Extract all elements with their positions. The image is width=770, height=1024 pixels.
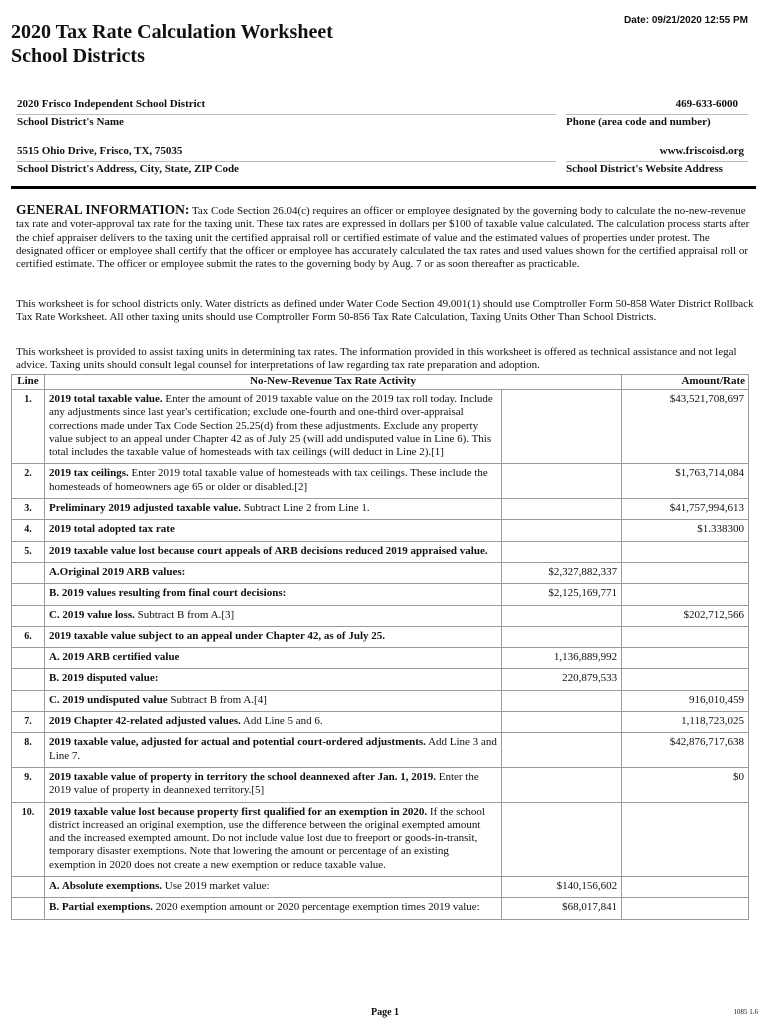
activity-title: C. 2019 value loss. [48, 608, 135, 621]
activity-cell [44, 626, 501, 647]
amount: 1,118,723,025 [622, 712, 749, 733]
activity-title: B. 2019 values resulting from final court decisions: [48, 587, 287, 600]
general-info-text: Tax Code Section 26.04(c) requires an officer or employee designated by the governing body to calculate the no-new-revenue tax rate and voter-approval tax rate for the taxing unit. These tax rates are expressed in dollars per $100 of taxable value calculated. The calculation process starts after the chief appraiser delivers to the taxing unit the certified appraisal roll or certified estimate of value and the estimated values of properties under protest. The designated officer or employee shall certify that the officer or employee has accurately calculated the tax rates and used values shown for the certified appraisal roll or certified estimate. The officer or employee submit the rates to the governing body by Aug. 7 or as soon thereafter as practicable. [16, 205, 750, 271]
disclaimer-paragraph: This worksheet is provided to assist taxing units in determining tax rates. The information provided in this worksheet is offered as technical assistance and not legal advice. Taxing units should consult legal counsel for interpretations of law regarding tax rate preparation and adoption. [16, 346, 737, 372]
table-row [12, 562, 749, 583]
amount: $43,521,708,697 [622, 390, 749, 464]
form-version: 1085 1.6 [733, 1008, 758, 1016]
activity-text: Subtract B from A.[4] [167, 693, 267, 706]
activity-cell [44, 648, 501, 669]
activity-text: Enter 2019 total taxable value of homesteads with tax ceilings. These include the homesteads of homeowners age 65 or older or disabled.[2] [48, 467, 488, 493]
table-row [12, 648, 749, 669]
line-number: 7. [12, 712, 45, 733]
line-number: 9. [12, 767, 45, 802]
sub-amount [502, 802, 622, 876]
sub-amount [502, 464, 622, 499]
activity-cell [44, 802, 501, 876]
line-number: 1. [12, 390, 45, 464]
activity-title: B. 2019 disputed value: [48, 672, 159, 685]
title-line-2: School Districts [11, 45, 145, 67]
table-row [12, 802, 749, 876]
activity-text: Enter the amount of 2019 taxable value on the 2019 tax roll today. Include any adjustments since last year's certification; exclude one-fourth and one-third over-appraisal corrections made under Tax Code Section 25.25(d) from these adjustments. Exclude any property value subject to an appeal under Chapter 42 as of July 25 (will add undisputed value in Line 6). This total includes the taxable value of homesteads with tax ceilings (will deduct in Line 2).[1] [48, 393, 493, 459]
activity-cell [44, 690, 501, 711]
line-number [12, 562, 45, 583]
activity-cell [44, 464, 501, 499]
line-number [12, 898, 45, 919]
activity-cell [44, 767, 501, 802]
table-row [12, 390, 749, 464]
phone-label: Phone (area code and number) [566, 116, 711, 128]
table-row [12, 690, 749, 711]
line-number: 8. [12, 733, 45, 768]
line-number [12, 669, 45, 690]
activity-title: 2019 taxable value lost because court appeals of ARB decisions reduced 2019 appraised value. [48, 544, 488, 557]
sub-amount [502, 499, 622, 520]
table-row [12, 733, 749, 768]
amount: $1.338300 [622, 520, 749, 541]
activity-title: B. Partial exemptions. [48, 901, 153, 914]
sub-amount [502, 520, 622, 541]
amount [622, 626, 749, 647]
table-row [12, 626, 749, 647]
col-header-amount: Amount/Rate [622, 375, 749, 390]
sub-amount [502, 626, 622, 647]
general-info-paragraph [16, 203, 754, 271]
divider [566, 161, 748, 162]
table-row [12, 464, 749, 499]
activity-title: 2019 taxable value subject to an appeal under Chapter 42, as of July 25. [48, 629, 386, 642]
amount: $41,757,994,613 [622, 499, 749, 520]
amount: $202,712,566 [622, 605, 749, 626]
amount: $1,763,714,084 [622, 464, 749, 499]
amount [622, 562, 749, 583]
divider [16, 161, 556, 162]
activity-cell [44, 877, 501, 898]
sub-amount: $2,327,882,337 [502, 562, 622, 583]
table-row [12, 712, 749, 733]
activity-title: 2019 total taxable value. [48, 393, 163, 405]
print-date: Date: 09/21/2020 12:55 PM [624, 15, 748, 26]
divider [566, 114, 748, 115]
line-number: 3. [12, 499, 45, 520]
line-number: 10. [12, 802, 45, 876]
sub-amount: $68,017,841 [502, 898, 622, 919]
district-address-value: 5515 Ohio Drive, Frisco, TX, 75035 [17, 145, 183, 157]
divider [16, 114, 556, 115]
page-number: Page 1 [371, 1007, 400, 1018]
line-number [12, 605, 45, 626]
activity-cell [44, 562, 501, 583]
sub-amount [502, 690, 622, 711]
amount [622, 648, 749, 669]
activity-cell [44, 390, 501, 464]
activity-cell [44, 712, 501, 733]
col-header-line: Line [12, 375, 45, 390]
line-number: 2. [12, 464, 45, 499]
table-row [12, 541, 749, 562]
general-info-heading: GENERAL INFORMATION: [16, 202, 190, 217]
amount: 916,010,459 [622, 690, 749, 711]
activity-text: Add Line 3 and Line 7. [48, 736, 497, 762]
activity-title: A.Original 2019 ARB values: [48, 565, 186, 578]
activity-title: 2019 total adopted tax rate [48, 523, 175, 536]
line-number: 6. [12, 626, 45, 647]
table-row [12, 898, 749, 919]
activity-text: If the school district increased an original exemption, use the difference between the original exempted amount and the increased exempted amount. Do not include value lost due to freeport or goods-in-transit, temporary disaster exemptions. Note that lowering the amount or percentage of an existing exemption in 2020 does not create a new exemption or reduce taxable value. [48, 805, 485, 871]
amount: $42,876,717,638 [622, 733, 749, 768]
activity-cell [44, 499, 501, 520]
sub-amount [502, 541, 622, 562]
activity-text: 2020 exemption amount or 2020 percentage exemption times 2019 value: [152, 901, 480, 914]
amount [622, 802, 749, 876]
activity-title: 2019 taxable value, adjusted for actual and potential court-ordered adjustments. [48, 736, 426, 749]
line-number: 4. [12, 520, 45, 541]
line-number [12, 584, 45, 605]
table-row [12, 767, 749, 802]
amount [622, 877, 749, 898]
phone-value: 469-633-6000 [675, 98, 738, 110]
activity-cell [44, 541, 501, 562]
website-value: www.friscoisd.org [659, 145, 744, 157]
activity-title: 2019 Chapter 42-related adjusted values. [48, 715, 241, 728]
district-name-value: 2020 Frisco Independent School District [17, 98, 206, 110]
table-row [12, 669, 749, 690]
table-row [12, 877, 749, 898]
sub-amount [502, 767, 622, 802]
col-header-activity: No-New-Revenue Tax Rate Activity [44, 375, 621, 390]
line-number [12, 648, 45, 669]
sub-amount: $2,125,169,771 [502, 584, 622, 605]
sub-amount [502, 712, 622, 733]
district-name-label: School District's Name [17, 116, 124, 128]
activity-text: Use 2019 market value: [162, 880, 270, 893]
amount [622, 669, 749, 690]
sub-amount [502, 733, 622, 768]
sub-amount [502, 390, 622, 464]
activity-title: A. 2019 ARB certified value [48, 651, 180, 664]
sub-amount: 1,136,889,992 [502, 648, 622, 669]
amount [622, 898, 749, 919]
line-number [12, 690, 45, 711]
activity-title: C. 2019 undisputed value [48, 693, 168, 706]
activity-title: Preliminary 2019 adjusted taxable value. [48, 502, 241, 515]
activity-text: Add Line 5 and 6. [240, 715, 323, 728]
line-number [12, 877, 45, 898]
title-line-1: 2020 Tax Rate Calculation Worksheet [11, 21, 333, 43]
activity-cell [44, 584, 501, 605]
amount: $0 [622, 767, 749, 802]
table-row [12, 584, 749, 605]
activity-title: 2019 tax ceilings. [48, 467, 129, 480]
worksheet-table [11, 374, 749, 920]
section-divider [11, 186, 756, 189]
amount [622, 541, 749, 562]
table-row [12, 499, 749, 520]
activity-title: 2019 taxable value lost because property first qualified for an exemption in 2020. [48, 805, 428, 818]
page-title [11, 20, 411, 68]
scope-paragraph: This worksheet is for school districts only. Water districts as defined under Water Code Section 49.001(1) should use Comptroller Form 50-858 Water District Rollback Tax Rate Worksheet. All other taxing units should use Comptroller Form 50-856 Tax Rate Calculation, Taxing Units Other Than School Districts. [16, 298, 754, 324]
website-label: School District's Website Address [566, 163, 723, 175]
sub-amount [502, 605, 622, 626]
activity-text: Enter the 2019 value of property in deannexed territory.[5] [48, 770, 479, 797]
table-row [12, 605, 749, 626]
activity-cell [44, 898, 501, 919]
table-row [12, 520, 749, 541]
sub-amount: $140,156,602 [502, 877, 622, 898]
amount [622, 584, 749, 605]
district-address-label: School District's Address, City, State, ZIP Code [17, 163, 239, 175]
line-number: 5. [12, 541, 45, 562]
activity-text: Subtract B from A.[3] [134, 608, 235, 621]
activity-cell [44, 733, 501, 768]
activity-text: Subtract Line 2 from Line 1. [240, 502, 370, 515]
activity-cell [44, 605, 501, 626]
activity-cell [44, 520, 501, 541]
table-header-row [12, 375, 749, 390]
activity-title: 2019 taxable value of property in territory the school deannexed after Jan. 1, 2019. [48, 770, 436, 783]
activity-title: A. Absolute exemptions. [48, 880, 163, 893]
activity-cell [44, 669, 501, 690]
sub-amount: 220,879,533 [502, 669, 622, 690]
